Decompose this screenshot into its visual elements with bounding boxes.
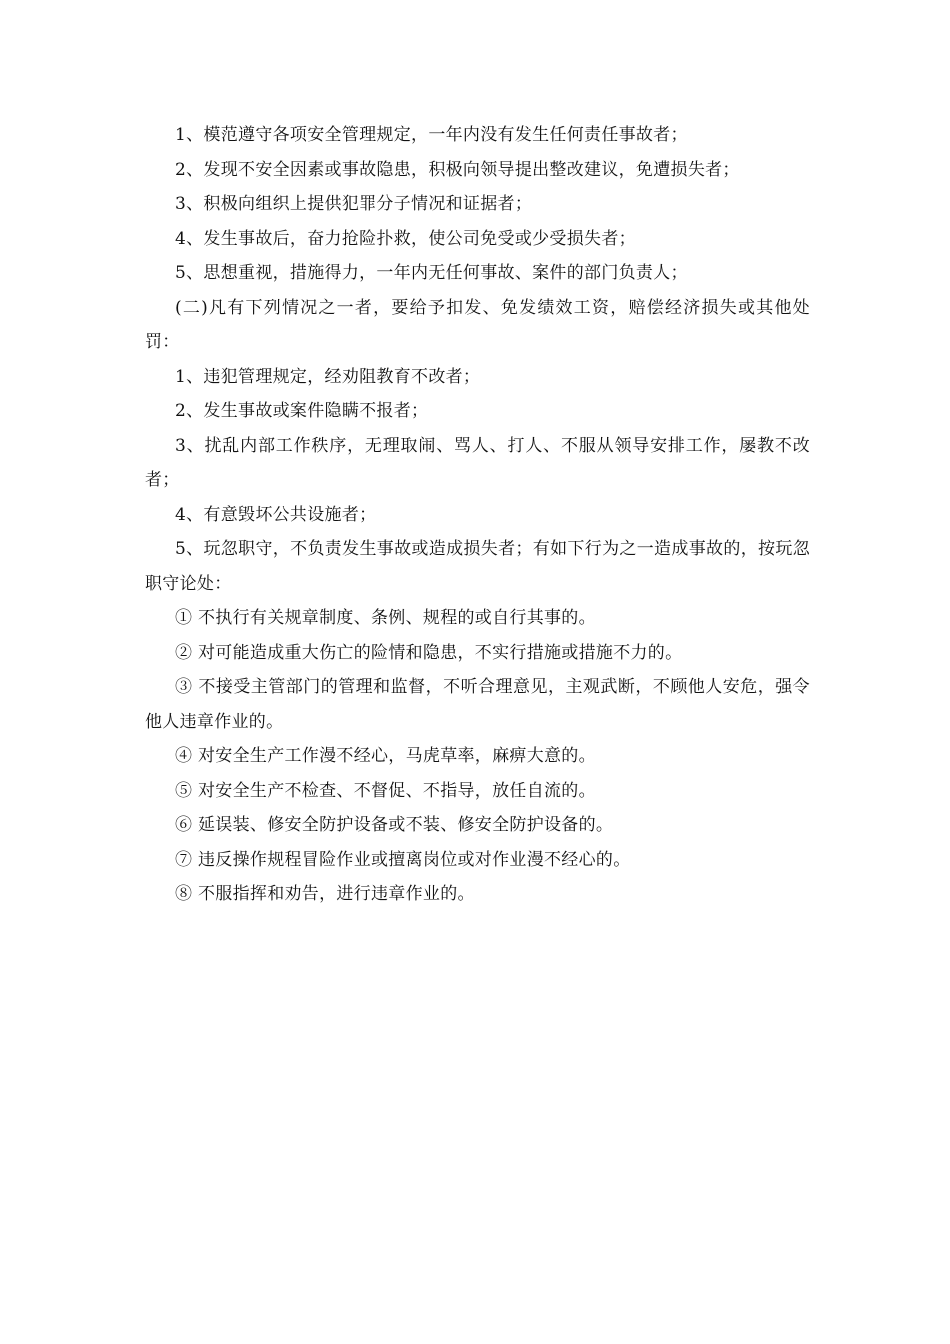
penalty-item-1: 1、违犯管理规定，经劝阻教育不改者；: [175, 366, 481, 387]
negligence-item-6: ⑥ 延误装、修安全防护设备或不装、修安全防护设备的。: [175, 815, 614, 835]
reward-item-4: 4、发生事故后，奋力抢险扑救，使公司免受或少受损失者；: [175, 228, 636, 249]
penalty-item-2: 2、发生事故或案件隐瞒不报者；: [175, 401, 429, 421]
negligence-item-5: ⑤ 对安全生产不检查、不督促、不指导，放任自流的。: [175, 780, 596, 801]
negligence-item-8: ⑧ 不服指挥和劝告，进行违章作业的。: [175, 884, 475, 904]
reward-item-5: 5、思想重视，措施得力，一年内无任何事故、案件的部门负责人；: [175, 263, 688, 283]
negligence-item-3: ③ 不接受主管部门的管理和监督，不听合理意见，主观武断，不顾他人安危，强令他人违章作业的。: [145, 677, 810, 732]
penalty-item-4: 4、有意毁坏公共设施者；: [175, 504, 377, 525]
negligence-item-2: ② 对可能造成重大伤亡的险情和隐患，不实行措施或措施不力的。: [175, 642, 683, 663]
reward-item-1: 1、模范遵守各项安全管理规定，一年内没有发生任何责任事故者；: [175, 125, 688, 145]
reward-item-3: 3、积极向组织上提供犯罪分子情况和证据者；: [175, 194, 533, 214]
negligence-item-1: ① 不执行有关规章制度、条例、规程的或自行其事的。: [175, 608, 596, 628]
document-body: [145, 118, 810, 912]
negligence-item-7: ⑦ 违反操作规程冒险作业或擅离岗位或对作业漫不经心的。: [175, 849, 631, 870]
negligence-item-4: ④ 对安全生产工作漫不经心，马虎草率，麻痹大意的。: [175, 746, 596, 766]
penalty-item-3: 3、扰乱内部工作秩序，无理取闹、骂人、打人、不服从领导安排工作，屡教不改者；: [145, 435, 810, 490]
section-heading-penalties: (二)凡有下列情况之一者，要给予扣发、免发绩效工资，赔偿经济损失或其他处罚：: [145, 297, 810, 352]
reward-item-2: 2、发现不安全因素或事故隐患，积极向领导提出整改建议，免遭损失者；: [175, 159, 740, 180]
penalty-item-5: 5、玩忽职守，不负责发生事故或造成损失者；有如下行为之一造成事故的，按玩忽职守论处：: [145, 539, 810, 594]
